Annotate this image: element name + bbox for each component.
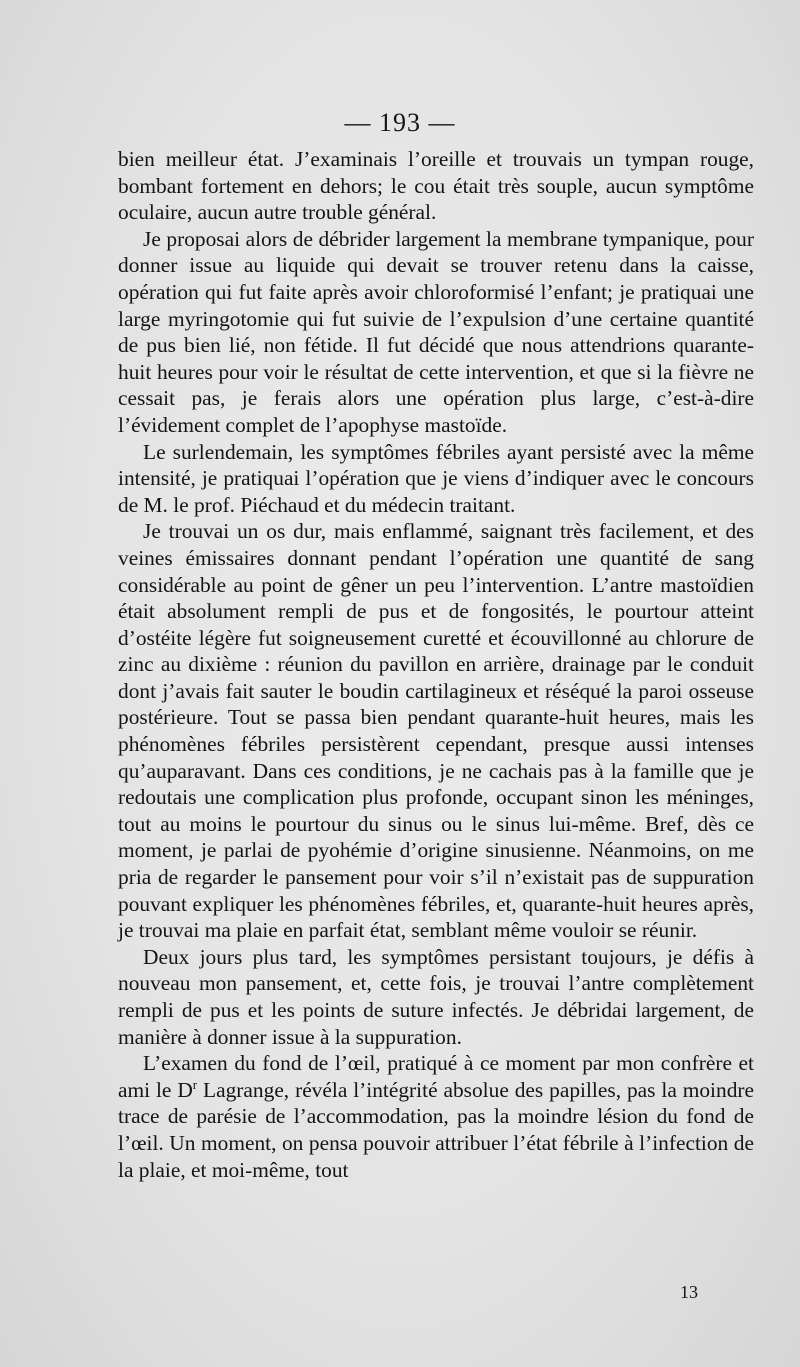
page-number: — 193 — <box>344 108 456 137</box>
body-text <box>118 146 754 1183</box>
signature-mark: 13 <box>680 1282 698 1302</box>
paragraph-2: Je proposai alors de débrider largement la membrane tympanique, pour donner issue au liquide qui devait se trouver retenu dans la caisse, opération qui fut faite après avoir chloroformisé l’enfant; je pratiquai une large myringotomie qui fut suivie de l’expulsion d’une certaine quantité de pus bien lié, non fétide. Il fut décidé que nous attendrions quarante-huit heures pour voir le résultat de cette intervention, et que si la fièvre ne cessait pas, je ferais alors une opération plus large, c’est-à-dire l’évidement complet de l’apophyse mastoïde. <box>118 226 754 437</box>
paragraph-5: Deux jours plus tard, les symptômes persistant toujours, je défis à nouveau mon pansement, et, cette fois, je trouvai l’antre complètement rempli de pus et les points de suture infectés. Je débridai largement, de manière à donner issue à la suppuration. <box>118 944 754 1049</box>
paragraph-4: Je trouvai un os dur, mais enflammé, saignant très facilement, et des veines émissaires donnant pendant l’opération une quantité de sang considérable au point de gêner un peu l’intervention. L’antre mastoïdien était absolument rempli de pus et de fongosités, le pourtour atteint d’ostéite légère fut soigneusement curetté et écouvillonné au chlorure de zinc au dixième : réunion du pavillon en arrière, drainage par le conduit dont j’avais fait sauter le boudin cartilagineux et réséqué la paroi osseuse postérieure. Tout se passa bien pendant quarante-huit heures, mais les phénomènes fébriles persistèrent cependant, presque aussi intenses qu’auparavant. Dans ces conditions, je ne cachais pas à la famille que je redoutais une complication plus profonde, occupant sinon les méninges, tout au moins le pourtour du sinus ou le sinus lui-même. Bref, dès ce moment, je parlai de pyohémie d’origine sinusienne. Néanmoins, on me pria de regarder le pansement pour voir s’il n’existait pas de suppuration pouvant expliquer les phénomènes fébriles, et, quarante-huit heures après, je trouvai ma plaie en parfait état, semblant même vouloir se réunir. <box>118 519 754 943</box>
paragraph-1: bien meilleur état. J’examinais l’oreille et trouvais un tympan rouge, bombant fortement en dehors; le cou était très souple, aucun symptôme oculaire, aucun autre trouble général. <box>118 147 754 225</box>
paragraph-6-start: L’examen du fond de l’œil, pratiqué à ce moment par mon confrère et ami le D <box>118 1051 754 1102</box>
paragraph-3: Le surlendemain, les symptômes fébriles ayant persisté avec la même intensité, je pratiquai l’opération que je viens d’indiquer avec le concours de M. le prof. Piéchaud et du médecin traitant. <box>118 439 754 517</box>
doctor-title-superscript: r <box>192 1076 198 1092</box>
paragraph-6 <box>118 1050 754 1183</box>
paragraph-6-end: Lagrange, révéla l’intégrité absolue des papilles, pas la moindre trace de parésie de l’accommodation, pas la moindre lésion du fond de l’œil. Un moment, on pensa pouvoir attribuer l’état fébrile à l’infection de la plaie, et moi-même, tout <box>118 1077 755 1182</box>
